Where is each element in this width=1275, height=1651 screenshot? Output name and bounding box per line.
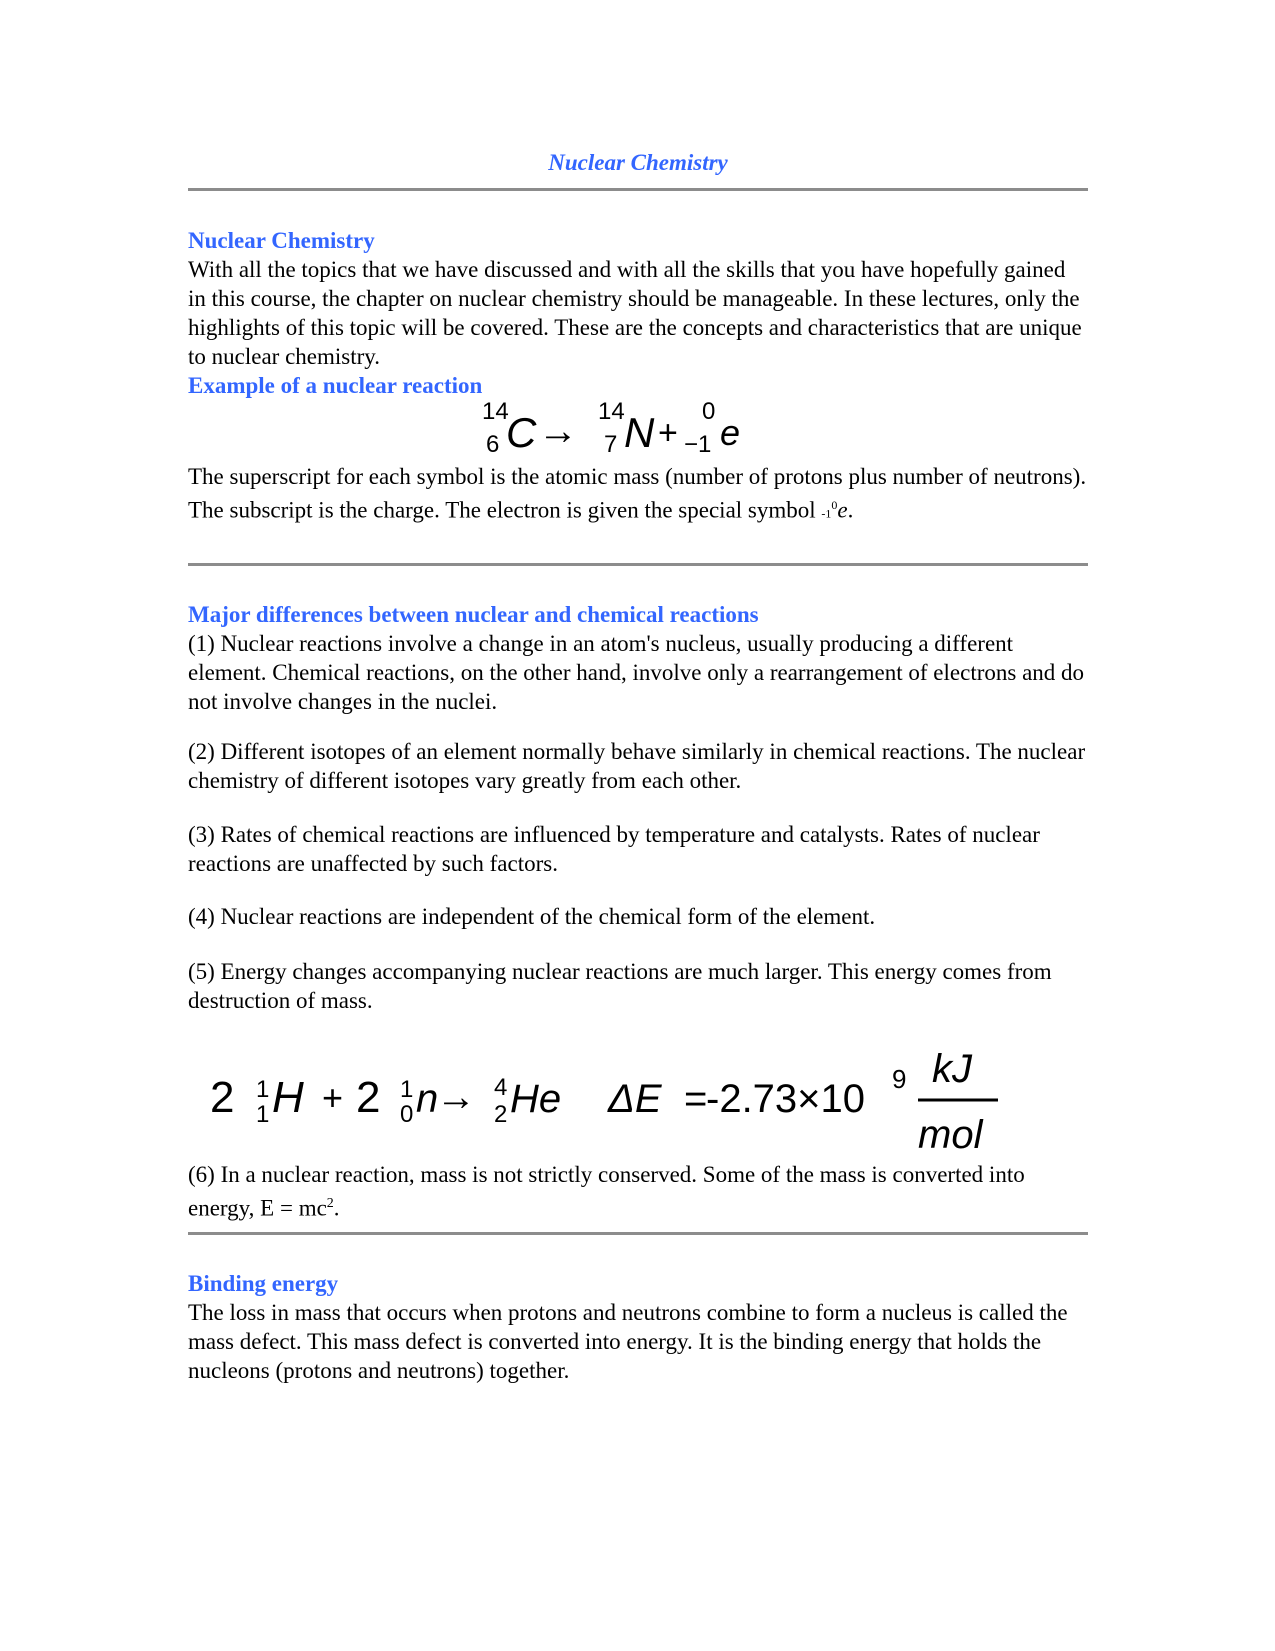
fusion-equation (210, 1040, 1030, 1155)
section-differences (188, 600, 1088, 716)
unit-numerator: kJ (932, 1047, 972, 1091)
superscript-text: The superscript for each symbol is the atomic mass (number of protons plus number of neutrons). (188, 464, 1087, 489)
nitrogen-symbol: N (624, 409, 655, 456)
page-title: Nuclear Chemistry (548, 150, 728, 175)
unit-denominator: mol (918, 1113, 983, 1155)
coefficient: 2 (210, 1073, 235, 1122)
electron-mass: 0 (702, 398, 716, 425)
h-charge: 1 (256, 1101, 270, 1128)
subscript-text: The subscript is the charge. The electron is given the special symbol (188, 497, 822, 523)
section-heading: Binding energy (188, 1271, 339, 1296)
coefficient: 2 (356, 1073, 381, 1122)
neutron-symbol: n (416, 1077, 439, 1121)
nitrogen-mass: 14 (598, 398, 625, 425)
section-intro (188, 226, 1088, 400)
section-heading: Major differences between nuclear and chemical reactions (188, 602, 759, 627)
helium-symbol: He (510, 1077, 562, 1121)
period: . (333, 1195, 340, 1221)
nuclear-reaction-equation (480, 392, 780, 472)
subscript-line (188, 491, 1088, 529)
n-charge: 0 (400, 1101, 414, 1128)
electron-mass-small: 0 (831, 498, 838, 512)
carbon-mass: 14 (482, 398, 509, 425)
he-mass: 4 (494, 1074, 508, 1101)
carbon-charge: 6 (486, 431, 500, 458)
electron-symbol-inline: e (837, 497, 848, 523)
plus-sign: + (658, 414, 678, 452)
nitrogen-charge: 7 (604, 431, 618, 458)
point-5: (5) Energy changes accompanying nuclear reactions are much larger. This energy comes from destruction of mass. (188, 959, 1052, 1013)
reaction-arrow: → (436, 1075, 476, 1119)
electron-charge: −1 (684, 431, 712, 458)
point-2: (2) Different isotopes of an element normally behave similarly in chemical reactions. The nuclear chemistry of different isotopes vary greatly from each other. (188, 739, 1086, 793)
divider (188, 188, 1088, 191)
point-1: (1) Nuclear reactions involve a change in an atom's nucleus, usually producing a different element. Chemical reactions, on the other hand, involve only a rearrangement of electrons and do not involve changes in the nuclei. (188, 631, 1085, 714)
reaction-arrow: → (538, 409, 578, 453)
equals-sign: = (684, 1077, 708, 1121)
he-charge: 2 (494, 1101, 508, 1128)
divider (188, 563, 1088, 566)
binding-energy-paragraph: The loss in mass that occurs when protons and neutrons combine to form a nucleus is called the mass defect. This mass defect is converted into energy. It is the binding energy that holds the nucleons (protons and neutrons) together. (188, 1300, 1068, 1383)
energy-value: -2.73×10 (706, 1077, 866, 1121)
example-heading: Example of a nuclear reaction (188, 373, 483, 398)
superscript-explanation (188, 462, 1088, 529)
electron-symbol: e (720, 412, 741, 453)
hydrogen-symbol: H (272, 1073, 304, 1122)
h-mass: 1 (256, 1076, 270, 1103)
exponent: 2 (326, 1196, 334, 1211)
point-6-text: (6) In a nuclear reaction, mass is not strictly conserved. Some of the mass is converted into energy, E = mc (188, 1162, 1025, 1221)
point-3: (3) Rates of chemical reactions are influenced by temperature and catalysts. Rates of nuclear reactions are unaffected by such factors. (188, 822, 1040, 876)
plus-sign: + (322, 1077, 344, 1118)
electron-charge-small: -1 (821, 506, 832, 521)
n-mass: 1 (400, 1076, 414, 1103)
point-4: (4) Nuclear reactions are independent of the chemical form of the element. (188, 904, 876, 929)
carbon-symbol: C (506, 409, 537, 456)
exponent: 9 (892, 1064, 907, 1094)
section-binding-energy (188, 1269, 1088, 1385)
delta-e: ΔE (608, 1077, 662, 1121)
period: . (847, 497, 854, 523)
divider (188, 1232, 1088, 1235)
section-heading: Nuclear Chemistry (188, 228, 375, 253)
point-6 (188, 1160, 1088, 1223)
intro-paragraph: With all the topics that we have discussed and with all the skills that you have hopefully gained in this course, the chapter on nuclear chemistry should be manageable. In these lectures, only the highlights of this topic will be covered. These are the concepts and characteristics that are unique to nuclear chemistry. (188, 257, 1082, 369)
